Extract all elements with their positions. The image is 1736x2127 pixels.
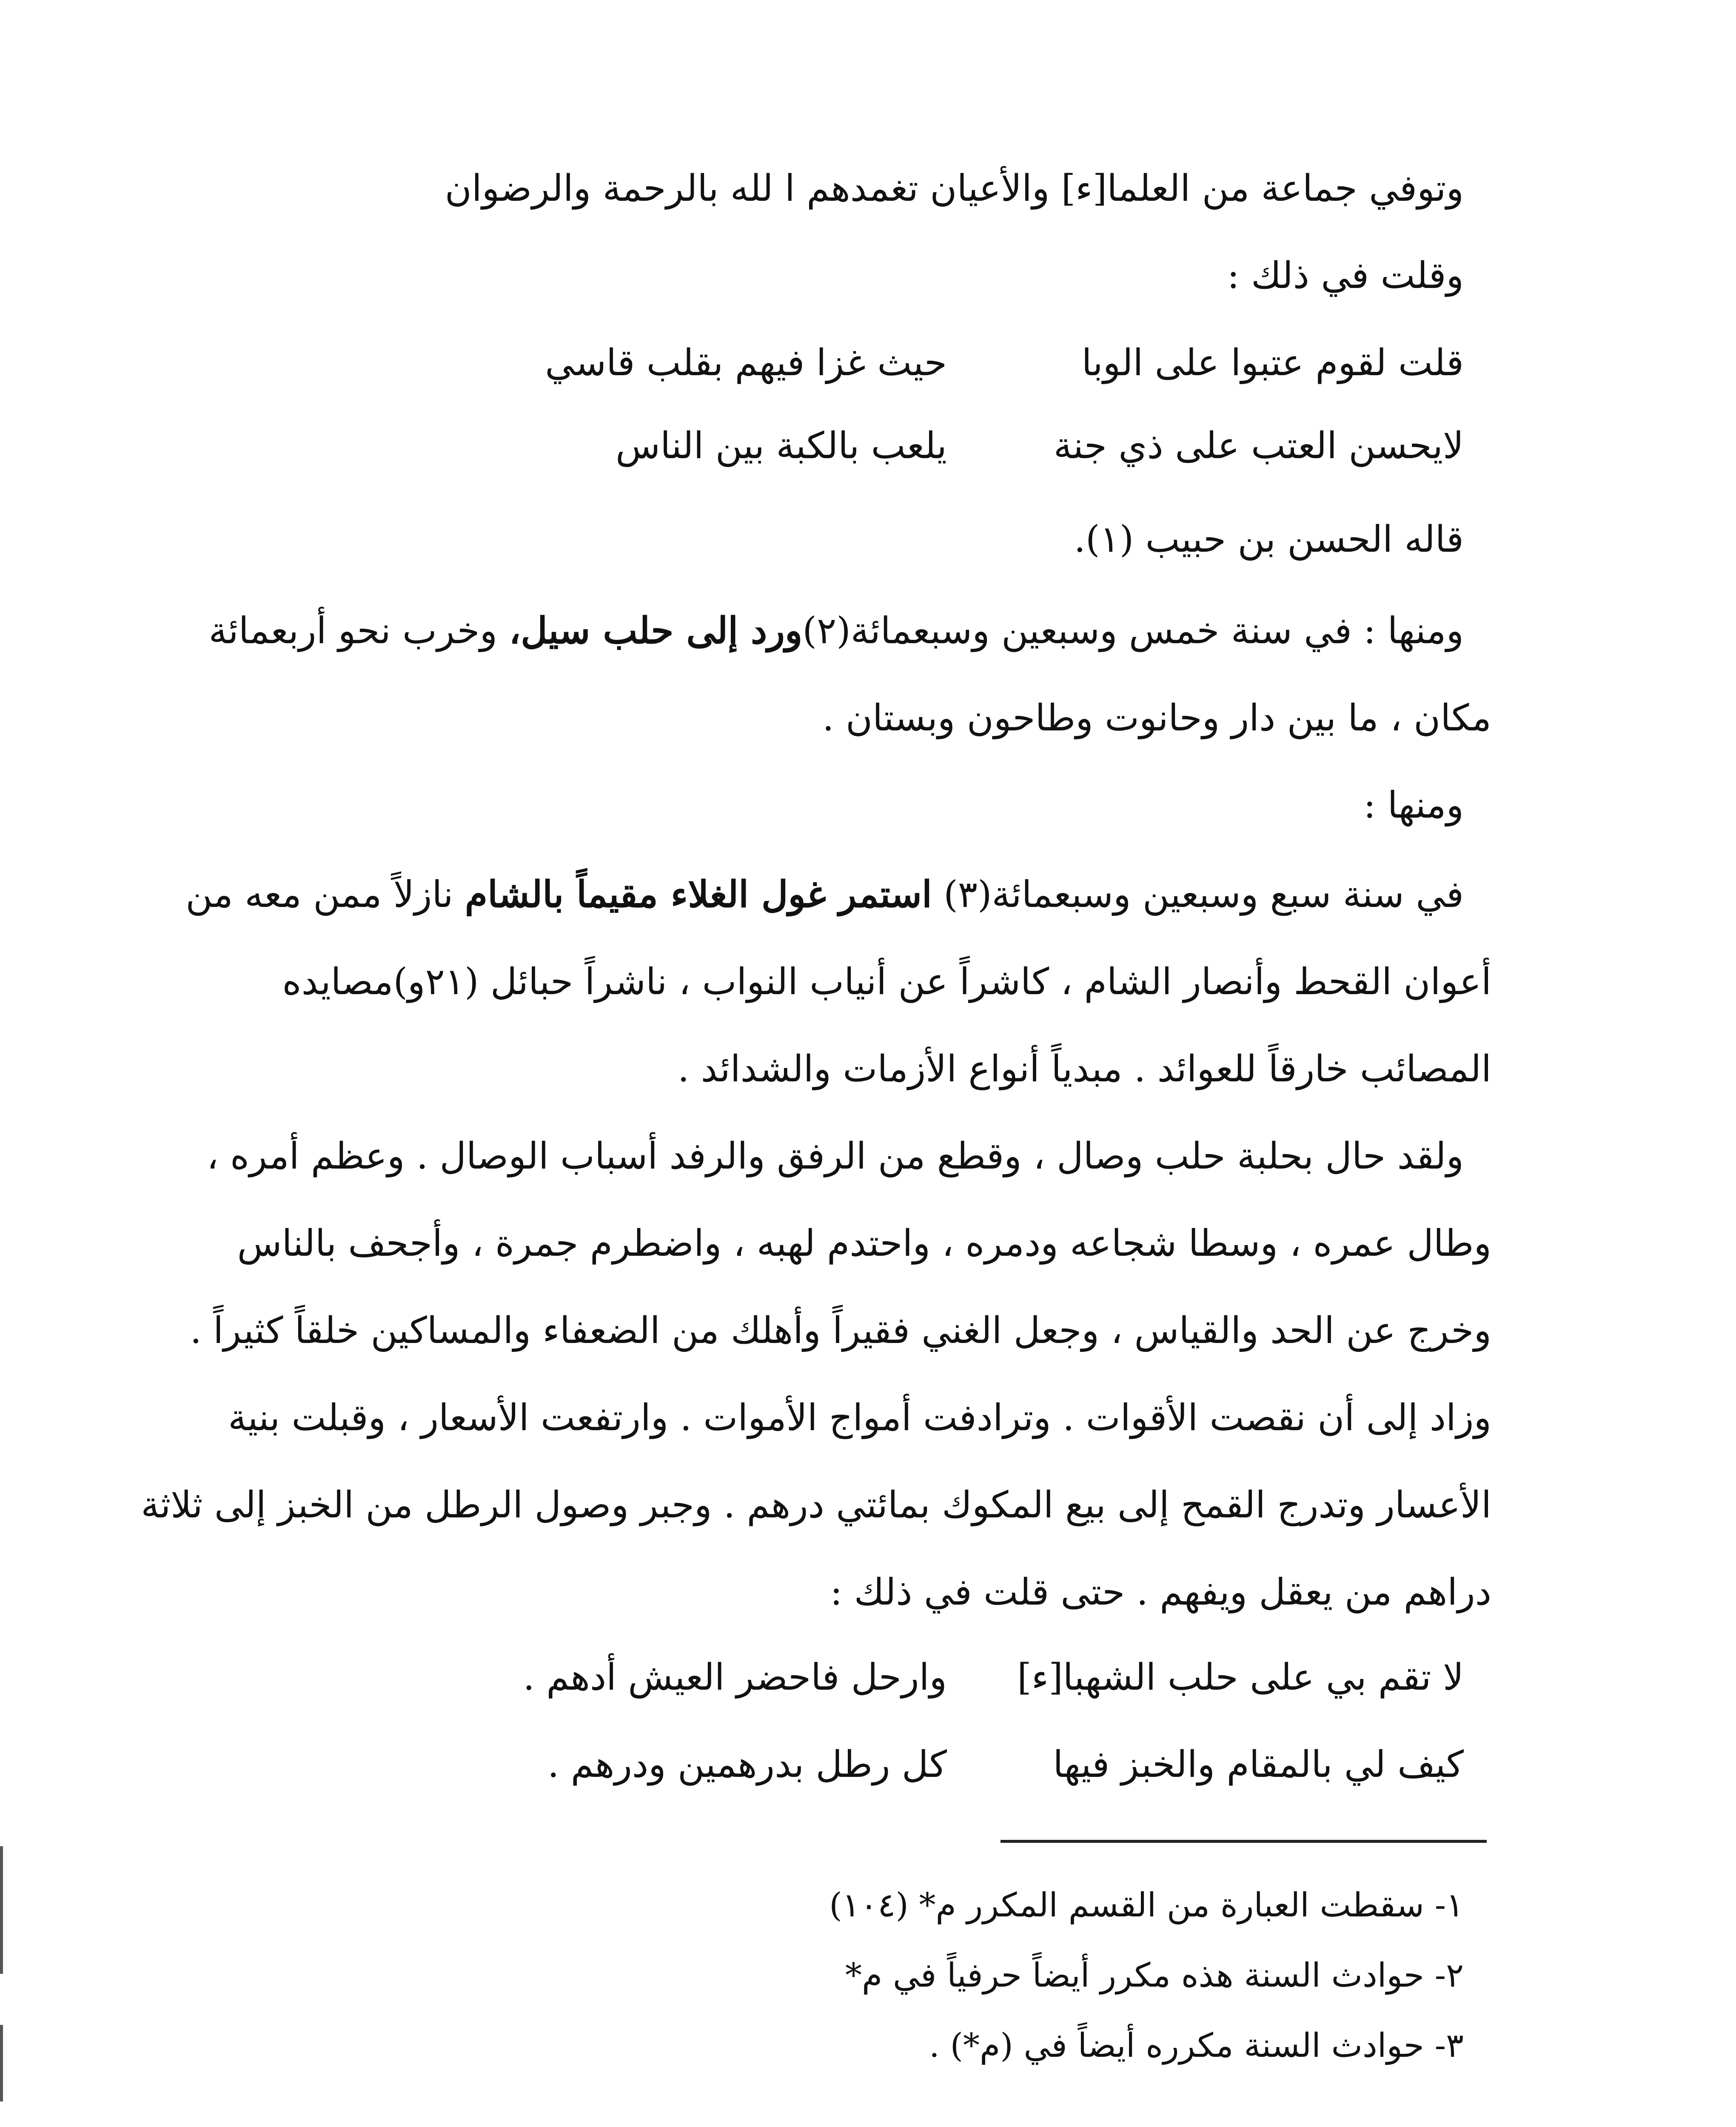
para3-rest: نازلاً ممن معه من (185, 873, 465, 916)
verse1-line1-hemistich-b: حيث غزا فيهم بقلب قاسي (545, 342, 947, 384)
para4-line3: وخرج عن الحد والقياس ، وجعل الغني فقيراً وأهلك من الضعفاء والمساكين خلقاً كثيراً . (190, 1309, 1491, 1352)
para2-text: ومنها : في سنة خمس وسبعين وسبعمائة(٢) (802, 610, 1464, 652)
para2-rest: وخرب نحو أربعمائة (208, 610, 509, 652)
para4-line4: وزاد إلى أن نقصت الأقوات . وترادفت أمواج الأموات . وارتفعت الأسعار ، وقبلت بنية (228, 1397, 1491, 1439)
para3-line3: المصائب خارقاً للعوائد . مبدياً أنواع الأزمات والشدائد . (677, 1048, 1491, 1090)
verse1-line2-hemistich-b: يلعب بالكبة بين الناس (616, 425, 947, 467)
verse1-line1-hemistich-a: قلت لقوم عتبوا على الوبا (1081, 342, 1464, 384)
attribution: قاله الحسن بن حبيب (١). (1074, 518, 1464, 561)
minha-label: ومنها : (1363, 784, 1464, 827)
scan-edge-mark (0, 2025, 3, 2101)
para2-line2: مكان ، ما بين دار وحانوت وطاحون وبستان . (822, 697, 1491, 739)
footnote-2: ٢- حوادث السنة هذه مكرر أيضاً حرفياً في م* (845, 1956, 1464, 1995)
footnote-3: ٣- حوادث السنة مكرره أيضاً في (م*) . (929, 2027, 1464, 2065)
para4-line1: ولقد حال بحلبة حلب وصال ، وقطع من الرفق والرفد أسباب الوصال . وعظم أمره ، (206, 1135, 1464, 1178)
verse2-line2-hemistich-a: كيف لي بالمقام والخبز فيها (1053, 1743, 1464, 1786)
para4-line6: دراهم من يعقل ويفهم . حتى قلت في ذلك : (830, 1571, 1491, 1614)
verse2-line1-hemistich-b: وارحل فاحضر العيش أدهم . (523, 1656, 947, 1699)
verse2-line2-hemistich-b: كل رطل بدرهمين ودرهم . (547, 1743, 947, 1786)
verse2-line1-hemistich-a: لا تقم بي على حلب الشهبا[ء] (1017, 1656, 1464, 1699)
para4-line5: الأعسار وتدرج القمح إلى بيع المكوك بمائتي درهم . وجبر وصول الرطل من الخبز إلى ثلاثة (141, 1484, 1491, 1526)
para4-line2: وطال عمره ، وسطا شجاعه ودمره ، واحتدم لهبه ، واضطرم جمرة ، وأجحف بالناس (237, 1222, 1491, 1265)
footnote-1: ١- سقطت العبارة من القسم المكرر م* (١٠٤) (829, 1886, 1464, 1925)
para3-bold: استمر غول الغلاء مقيماً بالشام (465, 873, 932, 916)
text-line-1: وتوفي جماعة من العلما[ء] والأعيان تغمدهم ا لله بالرحمة والرضوان (445, 167, 1464, 210)
text-line-2: وقلت في ذلك : (1227, 254, 1464, 297)
para3-line2: أعوان القحط وأنصار الشام ، كاشراً عن أنياب النواب ، ناشراً حبائل (٢١و)مصايده (282, 961, 1491, 1003)
para2-line1 (208, 609, 1464, 652)
para3-text: في سنة سبع وسبعين وسبعمائة(٣) (932, 873, 1464, 916)
footnote-separator (1001, 1840, 1487, 1843)
scan-edge-mark (0, 1846, 3, 1974)
para2-bold: ورد إلى حلب سيل، (509, 609, 803, 652)
verse1-line2-hemistich-a: لايحسن العتب على ذي جنة (1053, 425, 1464, 467)
para3-line1 (185, 873, 1464, 916)
